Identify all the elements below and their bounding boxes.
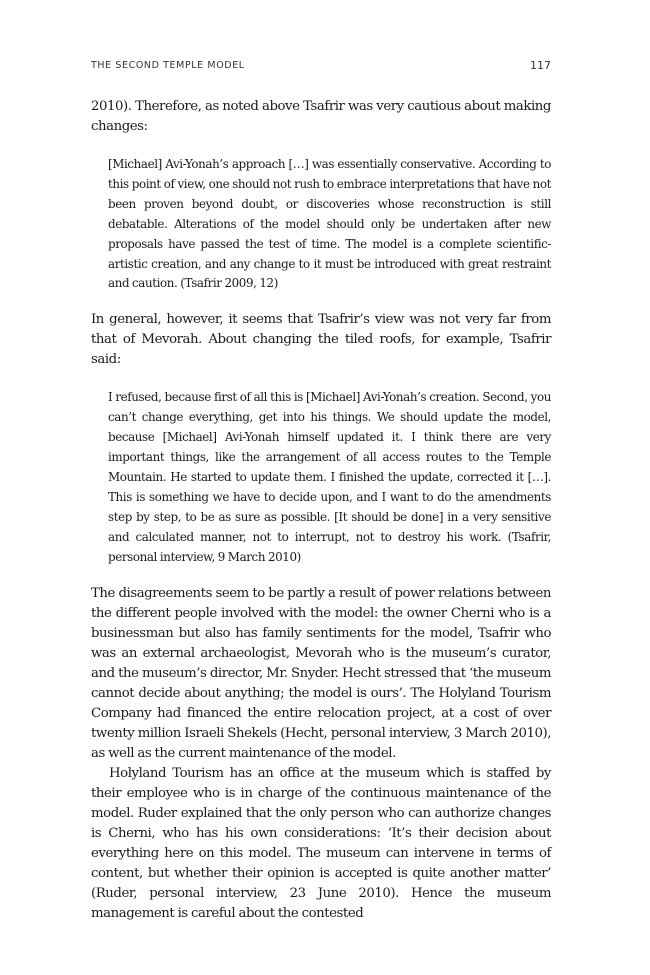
page-number: 117 [530,59,551,72]
paragraph-4: Holyland Tourism has an office at the museum which is staffed by their employee who is in charge of the continuous maintenance of the model. Ruder explained that the only person who can authorize changes is Cherni, who has his own considerations: ‘It’s their decision about everything here on this model. The museum can intervene in terms of content, but whether their opinion is accepted is quite another matter’ (Ruder, personal interview, 23 June 2010). Hence the museum management is careful about the contested [91,765,551,921]
paragraph-3: The disagreements seem to be partly a result of power relations between the different people involved with the model: the owner Cherni who is a businessman but also has family sentiments for the model, Tsafrir who was an external archaeologist, Mevorah who is the museum’s curator, and the museum’s director, Mr. Snyder. Hecht stressed that ‘the museum cannot decide about anything; the model is ours’. The Holyland Tourism Company had financed the entire relocation project, at a cost of over twenty million Israeli Shekels (Hecht, personal interview, 3 March 2010), as well as the current maintenance of the model. [91,585,551,761]
block-quote-2: I refused, because first of all this is [Michael] Avi-Yonah’s creation. Second, you can’t change everything, get into his things. We should update the model, because [Michael] Avi-Yonah himself updated it. I think there are very important things, like the arrangement of all access routes to the Temple Mountain. He started to update them. I finished the update, corrected it […]. This is something we have to decide upon, and I want to do the amendments step by step, to be as sure as possible. [It should be done] in a very sensitive and calculated manner, not to interrupt, not to destroy his work. (Tsafrir, personal interview, 9 March 2010) [108,390,551,564]
block-quote-1: [Michael] Avi-Yonah’s approach […] was essentially conservative. According to this point of view, one should not rush to embrace interpretations that have not been proven beyond doubt, or discoveries whose reconstruction is still debatable. Alterations of the model should only be undertaken after new proposals have passed the test of time. The model is a complete scientific-artistic creation, and any change to it must be introduced with great restraint and caution. (Tsafrir 2009, 12) [108,157,551,291]
paragraph-1: 2010). Therefore, as noted above Tsafrir was very cautious about making changes: [91,99,551,134]
page-body [91,97,551,924]
paragraph-2: In general, however, it seems that Tsafrir’s view was not very far from that of Mevorah. About changing the tiled roofs, for example, Tsafrir said: [91,312,551,368]
page-header [91,60,551,76]
running-head: THE SECOND TEMPLE MODEL [91,60,245,71]
